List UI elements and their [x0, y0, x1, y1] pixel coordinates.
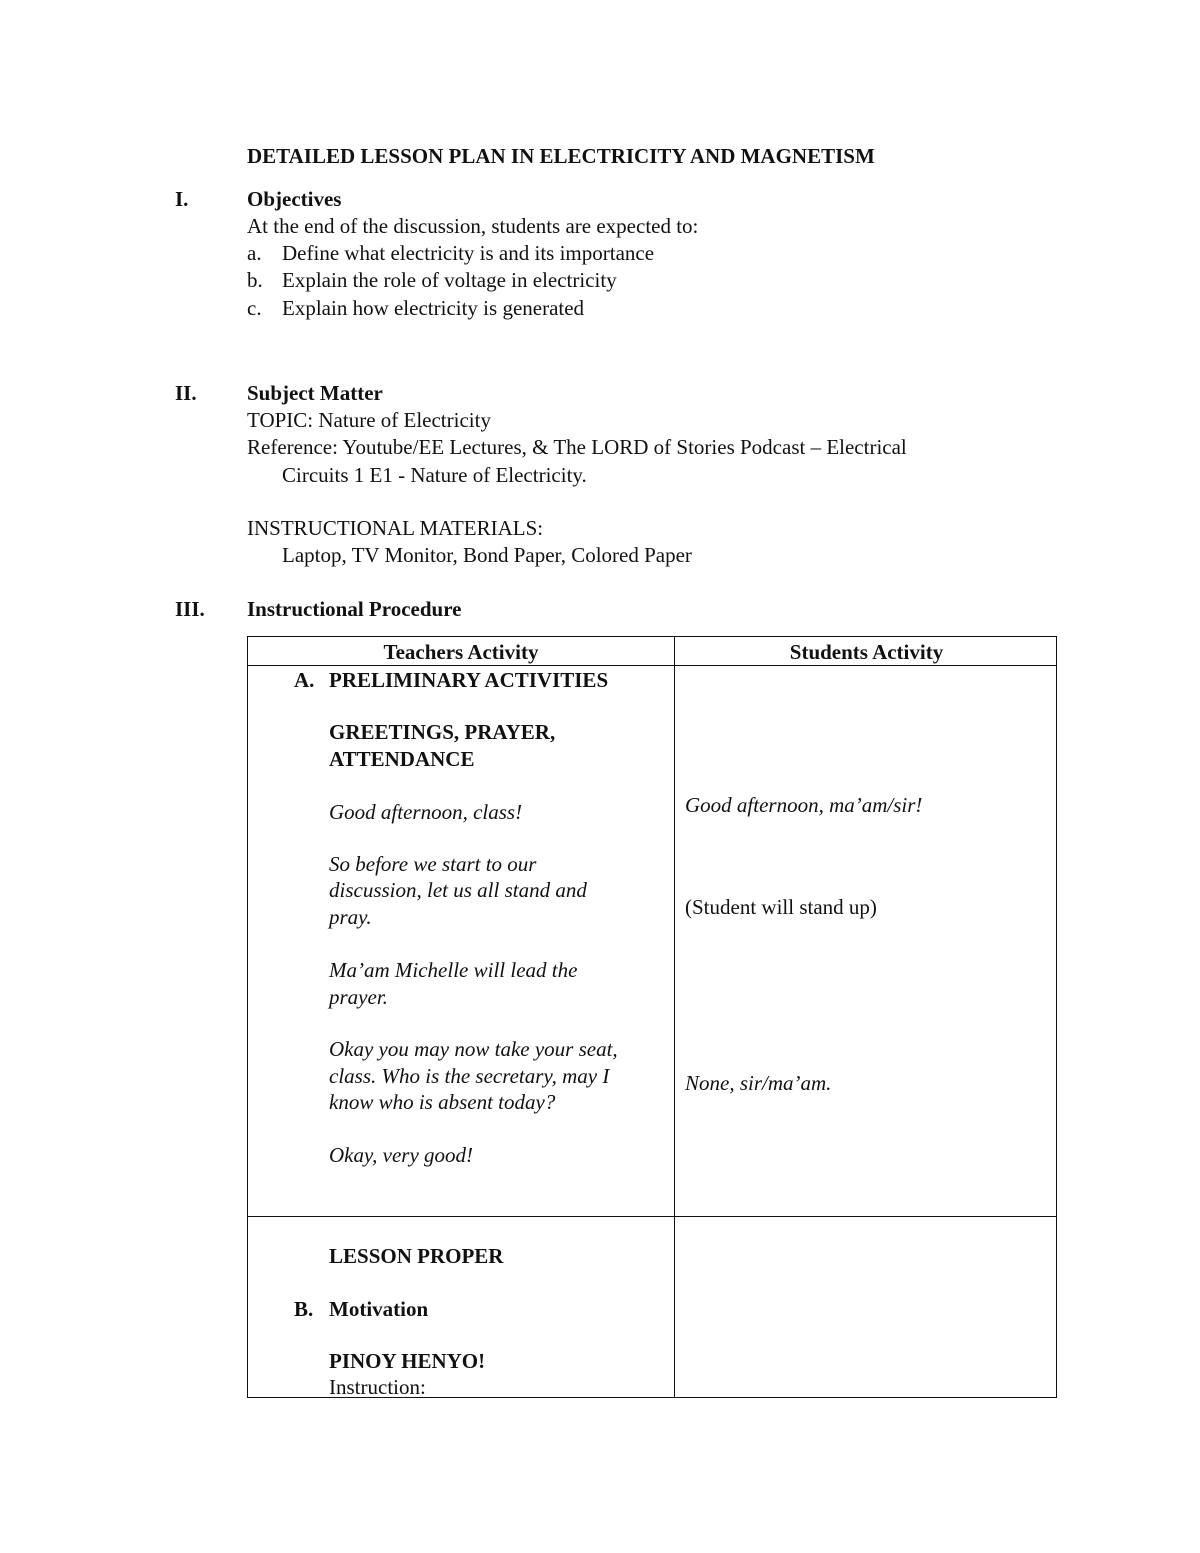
objectives-intro: At the end of the discussion, students are expected to: — [247, 214, 699, 238]
teacher-line: class. Who is the secretary, may I — [329, 1064, 610, 1088]
reference-line-continued: Circuits 1 E1 - Nature of Electricity. — [282, 463, 587, 487]
teacher-line: Ma’am Michelle will lead the — [329, 958, 578, 982]
topic-line: TOPIC: Nature of Electricity — [247, 408, 491, 432]
teacher-line: Good afternoon, class! — [329, 800, 523, 824]
procedure-table — [247, 636, 1057, 1398]
column-header-student: Students Activity — [789, 640, 944, 664]
teacher-line: Okay you may now take your seat, — [329, 1037, 618, 1061]
section-numeral-subject: II. — [175, 381, 197, 405]
greetings-heading: GREETINGS, PRAYER, — [329, 720, 556, 744]
header-divider — [248, 665, 1056, 666]
objective-item: Define what electricity is and its importance — [282, 241, 655, 265]
preliminary-activities-title: PRELIMINARY ACTIVITIES — [329, 668, 609, 692]
section-numeral-objectives: I. — [175, 187, 189, 211]
section-letter-a: A. — [294, 668, 315, 692]
teacher-line: prayer. — [329, 985, 388, 1009]
greetings-heading-continued: ATTENDANCE — [329, 747, 475, 771]
student-response: Good afternoon, ma’am/sir! — [685, 793, 923, 817]
objective-item: Explain how electricity is generated — [282, 296, 585, 320]
objectives-heading: Objectives — [247, 187, 342, 211]
objective-letter: c. — [247, 296, 262, 320]
materials-label: INSTRUCTIONAL MATERIALS: — [247, 516, 544, 540]
objective-item: Explain the role of voltage in electricity — [282, 268, 617, 292]
reference-line: Reference: Youtube/EE Lectures, & The LORD of Stories Podcast – Electrical — [247, 435, 907, 459]
row-divider — [248, 1216, 1056, 1217]
column-header-teacher: Teachers Activity — [383, 640, 539, 664]
teacher-line: pray. — [329, 905, 372, 929]
motivation-heading: Motivation — [329, 1297, 429, 1321]
student-response: (Student will stand up) — [685, 895, 877, 919]
section-numeral-procedure: III. — [175, 597, 205, 621]
teacher-line: discussion, let us all stand and — [329, 878, 587, 902]
teacher-line: Okay, very good! — [329, 1143, 474, 1167]
teacher-line: So before we start to our — [329, 852, 537, 876]
document-title: DETAILED LESSON PLAN IN ELECTRICITY AND MAGNETISM — [247, 144, 875, 168]
section-letter-b: B. — [294, 1297, 314, 1321]
column-divider — [674, 637, 675, 1397]
teacher-line: know who is absent today? — [329, 1090, 556, 1114]
objective-letter: a. — [247, 241, 262, 265]
procedure-heading: Instructional Procedure — [247, 597, 462, 621]
materials-list: Laptop, TV Monitor, Bond Paper, Colored Paper — [282, 543, 692, 567]
game-title: PINOY HENYO! — [329, 1349, 486, 1373]
subject-matter-heading: Subject Matter — [247, 381, 383, 405]
lesson-proper-heading: LESSON PROPER — [329, 1244, 504, 1268]
instruction-label: Instruction: — [329, 1375, 426, 1399]
student-response: None, sir/ma’am. — [685, 1071, 832, 1095]
objective-letter: b. — [247, 268, 263, 292]
